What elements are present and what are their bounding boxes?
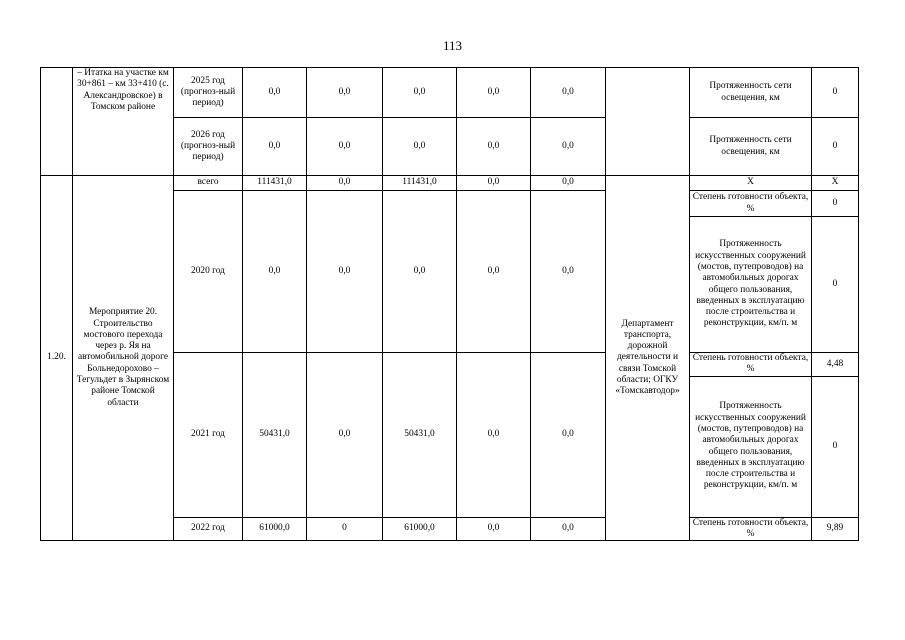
value-cell: 0,0 bbox=[307, 191, 383, 353]
value-cell: 50431,0 bbox=[383, 353, 457, 518]
executor-cell bbox=[606, 68, 690, 176]
executor-cell: Департамент транспорта, дорожной деятельности и связи Томской области; ОГКУ «Томскавтодор» bbox=[606, 176, 690, 541]
indicator-cell: Протяженность сети освещения, км bbox=[690, 118, 812, 176]
item-number: 1.20. bbox=[41, 176, 73, 541]
item-description: Мероприятие 20. Строительство мостового перехода через р. Яя на автомобильной дороге Больнедорохово – Тегульдет в Зырянском районе Томской области bbox=[73, 176, 174, 541]
value-cell: 0,0 bbox=[307, 176, 383, 191]
indicator-cell: Протяженность сети освещения, км bbox=[690, 68, 812, 118]
value-cell: 0,0 bbox=[383, 68, 457, 118]
indicator-cell: Степень готовности объекта, % bbox=[690, 191, 812, 217]
value-cell: 111431,0 bbox=[243, 176, 307, 191]
value-cell: 0,0 bbox=[307, 118, 383, 176]
indicator-cell: Степень готовности объекта, % bbox=[690, 353, 812, 377]
value-cell: 0,0 bbox=[531, 191, 606, 353]
year-cell: 2020 год bbox=[174, 191, 243, 353]
indicator-value-cell: 9,89 bbox=[812, 517, 859, 541]
indicator-value-cell: 0 bbox=[812, 68, 859, 118]
value-cell: 0,0 bbox=[531, 517, 606, 541]
value-cell: 0,0 bbox=[457, 191, 531, 353]
value-cell: 0,0 bbox=[457, 517, 531, 541]
year-cell: 2025 год (прогноз-ный период) bbox=[174, 68, 243, 118]
indicator-cell: Протяженность искусственных сооружений (мостов, путепроводов) на автомобильных дорогах общего пользования, введенных в эксплуатацию после строительства и реконструкции, км/п. м bbox=[690, 376, 812, 517]
value-cell: 0,0 bbox=[243, 68, 307, 118]
indicator-cell: Х bbox=[690, 176, 812, 191]
value-cell: 0,0 bbox=[531, 176, 606, 191]
indicator-cell: Степень готовности объекта, % bbox=[690, 517, 812, 541]
indicator-value-cell: 0 bbox=[812, 191, 859, 217]
year-cell: 2022 год bbox=[174, 517, 243, 541]
table-row bbox=[41, 176, 859, 191]
value-cell: 0,0 bbox=[531, 68, 606, 118]
value-cell: 0,0 bbox=[457, 68, 531, 118]
indicator-value-cell: 0 bbox=[812, 118, 859, 176]
program-table bbox=[40, 67, 859, 541]
item-description: – Итатка на участке км 30+861 – км 33+410 (с. Александровское) в Томском районе bbox=[73, 68, 174, 176]
year-cell: всего bbox=[174, 176, 243, 191]
value-cell: 0,0 bbox=[307, 353, 383, 518]
indicator-value-cell: 4,48 bbox=[812, 353, 859, 377]
value-cell: 61000,0 bbox=[383, 517, 457, 541]
year-cell: 2026 год (прогноз-ный период) bbox=[174, 118, 243, 176]
value-cell: 0,0 bbox=[243, 191, 307, 353]
value-cell: 0,0 bbox=[457, 118, 531, 176]
value-cell: 0,0 bbox=[383, 191, 457, 353]
value-cell: 0,0 bbox=[531, 118, 606, 176]
indicator-cell: Протяженность искусственных сооружений (мостов, путепроводов) на автомобильных дорогах общего пользования, введенных в эксплуатацию после строительства и реконструкции, км/п. м bbox=[690, 217, 812, 353]
value-cell: 0,0 bbox=[531, 353, 606, 518]
value-cell: 0,0 bbox=[457, 176, 531, 191]
year-cell: 2021 год bbox=[174, 353, 243, 518]
value-cell: 0,0 bbox=[457, 353, 531, 518]
table-row bbox=[41, 68, 859, 118]
indicator-value-cell: Х bbox=[812, 176, 859, 191]
indicator-value-cell: 0 bbox=[812, 217, 859, 353]
indicator-value-cell: 0 bbox=[812, 376, 859, 517]
value-cell: 0,0 bbox=[307, 68, 383, 118]
value-cell: 0 bbox=[307, 517, 383, 541]
value-cell: 0,0 bbox=[383, 118, 457, 176]
value-cell: 50431,0 bbox=[243, 353, 307, 518]
page-number: 113 bbox=[442, 38, 463, 53]
value-cell: 61000,0 bbox=[243, 517, 307, 541]
value-cell: 111431,0 bbox=[383, 176, 457, 191]
value-cell: 0,0 bbox=[243, 118, 307, 176]
item-number-cell bbox=[41, 68, 73, 176]
